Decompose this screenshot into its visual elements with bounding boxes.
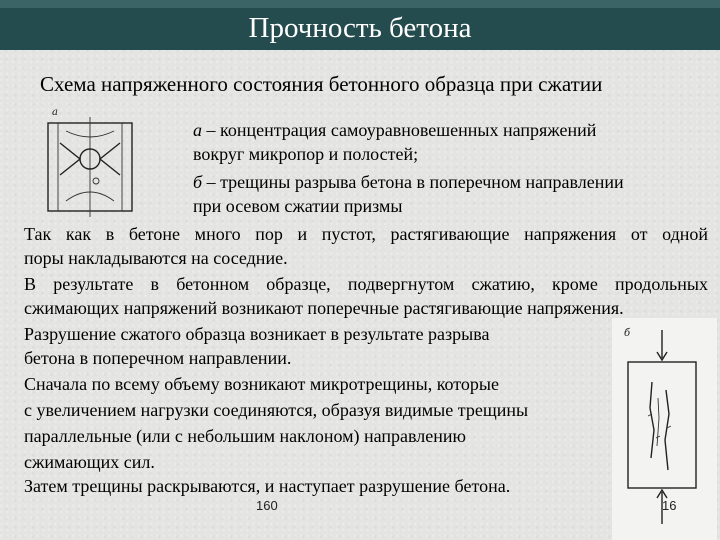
paragraph-4-line-4: сжимающих сил. — [24, 452, 155, 472]
caption-a-line2: вокруг микропор и полостей; — [193, 144, 419, 164]
pore-small — [93, 178, 99, 184]
caption-a-line1 — [193, 118, 713, 142]
title-bar-decoration — [0, 0, 720, 8]
paragraph-2-line-2: сжимающих напряжений возникают поперечные растягивающие напряжения. — [24, 298, 624, 318]
paragraph-4-line-1: Сначала по всему объему возникают микротрещины, которые — [24, 374, 500, 394]
paragraph-1-line-1: Так как в бетоне много пор и пустот, растягивающие напряжения от одной — [24, 224, 708, 244]
paragraph-2-line-1: В результате в бетонном образце, подвергнутом сжатию, кроме продольных — [24, 274, 708, 294]
stress-trajectory-right — [100, 143, 120, 175]
caption-a — [193, 118, 713, 166]
caption-b-line1 — [193, 170, 713, 194]
footer-page-number-left: 160 — [256, 498, 278, 513]
paragraph-3-line-2: бетона в поперечном направлении. — [24, 348, 292, 368]
slide-title: Прочность бетона — [248, 12, 472, 44]
figure-b-label: б — [624, 328, 631, 339]
caption-b-text: – трещины разрыва бетона в поперечном направлении — [202, 172, 624, 192]
paragraph-5-line-1: Затем трещины раскрываются, и наступает разрушение бетона. — [24, 476, 511, 496]
paragraph-4-line-3: параллельные (или с небольшим наклоном) направлению — [24, 426, 466, 446]
caption-b-lead: б — [193, 172, 203, 192]
caption-b — [193, 170, 713, 218]
crack-line — [657, 398, 659, 446]
paragraph-3-line-1: Разрушение сжатого образца возникает в результате разрыва — [24, 324, 490, 344]
crack-line — [665, 390, 669, 470]
crack-line — [650, 382, 654, 458]
figure-a-label: а — [52, 107, 58, 118]
footer-page-number-right: 16 — [662, 498, 677, 513]
slide-subtitle: Схема напряженного состояния бетонного образца при сжатии — [40, 72, 603, 96]
paragraph-1-line-2: поры накладываются на соседние. — [24, 248, 288, 268]
figure-a-stress-concentration — [40, 103, 140, 218]
paragraph-4-line-2: с увеличением нагрузки соединяются, образуя видимые трещины — [24, 400, 529, 420]
caption-a-lead: а — [193, 120, 202, 140]
prism-outline — [628, 362, 696, 488]
caption-a-text: – концентрация самоуравновешенных напряжений — [202, 120, 597, 140]
stress-trajectory-left — [60, 143, 80, 175]
caption-b-line2: при осевом сжатии призмы — [193, 196, 403, 216]
title-bar — [0, 0, 720, 50]
